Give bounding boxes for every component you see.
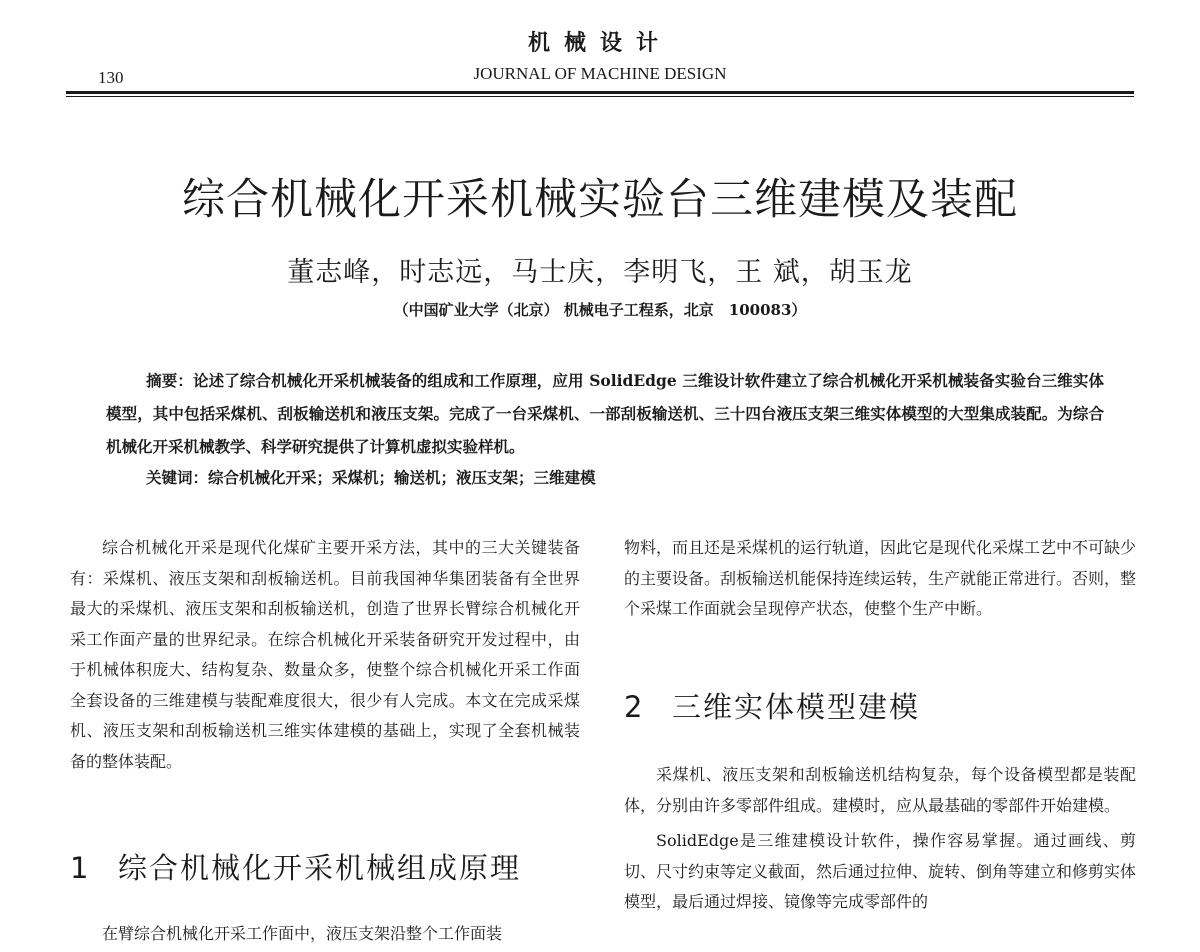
left-column [70, 533, 580, 777]
journal-name-en: JOURNAL OF MACHINE DESIGN [473, 64, 727, 83]
paper-title: 综合机械化开采机械实验台三维建模及装配 [182, 175, 1018, 225]
section-2-number: 2 [624, 690, 645, 724]
section-2-title: 三维实体模型建模 [672, 690, 921, 724]
abstract-label: 摘要： [146, 371, 194, 390]
section-2-body [624, 760, 1136, 923]
header-rule-thick [66, 91, 1134, 94]
intro-paragraph: 综合机械化开采是现代化煤矿主要开采方法，其中的三大关键装备有：采煤机、液压支架和刮板输送机。目前我国神华集团装备有全世界最大的采煤机、液压支架和刮板输送机，创造了世界长臂综合机械化开采工作面产量的世界纪录。在综合机械化开采装备研究开发过程中，由于机械体积庞大、结构复杂、数量众多，使整个综合机械化开采工作面全套设备的三维建模与装配难度很大，很少有人完成。本文在完成采煤机、液压支架和刮板输送机三维实体建模的基础上，实现了全套机械装备的整体装配。 [70, 538, 580, 771]
section-1-paragraph: 在臂综合机械化开采工作面中，液压支架沿整个工作面装 [102, 924, 503, 943]
section-1-title: 综合机械化开采机械组成原理 [118, 851, 522, 885]
page-number: 130 [98, 68, 124, 87]
section-2-heading [624, 685, 920, 726]
section-2-paragraph-2: SolidEdge是三维建模设计软件，操作容易掌握。通过画线、剪切、尺寸约束等定义截面，然后通过拉伸、旋转、倒角等建立和修剪实体模型，最后通过焊接、镜像等完成零部件的 [624, 831, 1137, 911]
abstract-text: 论述了综合机械化开采机械装备的组成和工作原理，应用 SolidEdge 三维设计软件建立了综合机械化开采机械装备实验台三维实体模型，其中包括采煤机、刮板输送机和液压支架。完成了一台采煤机、一部刮板输送机、三十四台液压支架三维实体模型的大型集成装配。为综合机械化开采机械教学、科学研究提供了计算机虚拟实验样机。 [106, 371, 1104, 456]
section-1-number: 1 [70, 851, 91, 885]
affiliation: （中国矿业大学（北京） 机械电子工程系，北京 100083） [393, 301, 807, 319]
journal-name-cn: 机械设计 [527, 30, 672, 56]
section-2-paragraph-1: 采煤机、液压支架和刮板输送机结构复杂，每个设备模型都是装配体，分别由许多零部件组成。建模时，应从最基础的零部件开始建模。 [624, 765, 1136, 815]
author-list: 董志峰，时志远，马士庆，李明飞，王 斌，胡玉龙 [287, 257, 913, 288]
abstract [106, 364, 1104, 463]
section-1-heading [70, 846, 521, 887]
section-1-body [70, 919, 580, 950]
keywords-label: 关键词： [146, 468, 209, 487]
header-rule-thin [66, 96, 1134, 97]
continuation-paragraph: 物料，而且还是采煤机的运行轨道，因此它是现代化采煤工艺中不可缺少的主要设备。刮板输送机能保持连续运转，生产就能正常进行。否则，整个采煤工作面就会呈现停产状态，使整个生产中断。 [624, 538, 1137, 618]
keywords-text: 综合机械化开采；采煤机；输送机；液压支架；三维建模 [208, 468, 596, 487]
right-column [624, 533, 1136, 625]
keywords [146, 466, 596, 488]
